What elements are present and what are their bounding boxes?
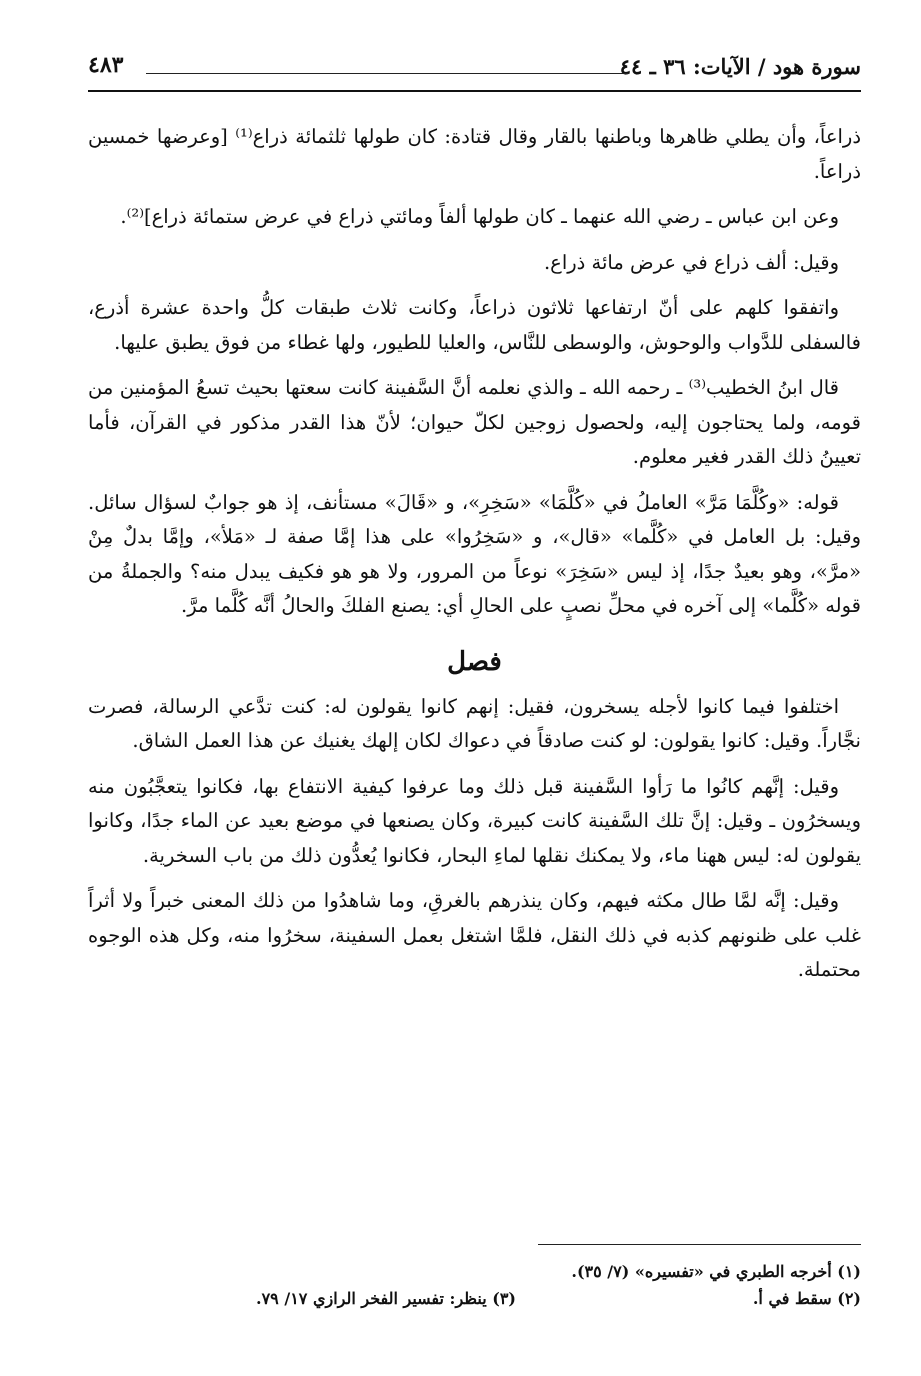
footnote-3: (٣) ينظر: تفسير الفخر الرازي ١٧/ ٧٩. bbox=[256, 1289, 516, 1308]
footnote-row-2 bbox=[88, 1285, 861, 1312]
section-paragraph-2: وقيل: إنَّهم كانُوا ما رَأوا السَّفينة قبل ذلك وما عرفوا كيفية الانتفاع بها، فكانوا يتعجَّبُون منه ويسخرُون ـ وقيل: إنَّ تلك السَّفينة كانت كبيرة، وكان يصنعها في موضع بعيد عن الماء جدًا، وكانوا يقولون له: ليس ههنا ماء، ولا يمكنك نقلها لماءِ البحار، فكانوا يُعدُّون ذلك من باب السخرية. bbox=[88, 774, 861, 867]
running-header bbox=[88, 46, 861, 90]
footnotes bbox=[88, 1258, 861, 1312]
page-number: ٤٨٣ bbox=[88, 52, 124, 78]
paragraph-5: قال ابنُ الخطيب⁽³⁾ ـ رحمه الله ـ والذي نعلمه أنَّ السَّفينة كانت سعتها بحيث تسعُ المؤمنين من قومه، ولما يحتاجون إليه، ولحصول زوجين لكلّ حيوان؛ لأنّ هذا القدر مذكور في القرآن، فأما تعيينُ ذلك القدر فغير معلوم. bbox=[88, 376, 861, 468]
section-paragraph-3: وقيل: إنَّه لمَّا طال مكثه فيهم، وكان ينذرهم بالغرقِ، وما شاهدُوا من ذلك المعنى خبراً ولا أثراً غلب على ظنونهم كذبه في ذلك النقل، فلمَّا اشتغل بعمل السفينة، سخرُوا منه، وكل هذه الوجوه محتملة. bbox=[88, 889, 861, 981]
footnote-rule bbox=[538, 1244, 861, 1245]
footnote-row-1 bbox=[88, 1258, 861, 1285]
header-line bbox=[146, 73, 629, 74]
paragraph-3: وقيل: ألف ذراع في عرض مائة ذراع. bbox=[543, 250, 839, 274]
paragraph-6: قوله: «وكُلَّمَا مَرَّ» العاملُ في «كُلَّمَا» «سَخِرِ»، و «قَالَ» مستأنف، إذ هو جوابٌ لسؤال سائل. وقيل: بل العامل في «كُلَّما» «قال»، و «سَخِرُوا» على هذا إمَّا صفة لـ «مَلأ»، وإمَّا بدلٌ مِنْ «مرَّ»، وهو بعيدٌ جدًا، إذ ليس «سَخِرَ» نوعاً من المرور، ولا هو هو فكيف يبدل منه؟ والجملةُ من قوله «كُلَّما» إلى آخره في محلِّ نصبٍ على الحالِ أي: يصنع الفلكَ والحالُ أنَّه كُلَّما مرَّ. bbox=[88, 490, 861, 617]
surah-verse-title: سورة هود / الآيات: ٣٦ ـ ٤٤ bbox=[619, 54, 861, 79]
paragraph-1: ذراعاً، وأن يطلي ظاهرها وباطنها بالقار وقال قتادة: كان طولها ثلثمائة ذراع⁽¹⁾ [وعرضها خمسين ذراعاً. bbox=[88, 125, 861, 183]
footnote-1: (١) أخرجه الطبري في «تفسيره» (٧/ ٣٥). bbox=[571, 1262, 861, 1281]
footnote-2: (٢) سقط في أ. bbox=[752, 1289, 861, 1308]
section-heading: فصل bbox=[447, 646, 502, 677]
main-text bbox=[88, 120, 861, 999]
section-paragraph-1: اختلفوا فيما كانوا لأجله يسخرون، فقيل: إنهم كانوا يقولون له: كنت تدَّعي الرسالة، فصرت نجَّاراً. وقيل: كانوا يقولون: لو كنت صادقاً في دعواك لكان إلهك يغنيك عن هذا العمل الشاق. bbox=[88, 694, 861, 752]
header-rule bbox=[88, 90, 861, 92]
paragraph-4: واتفقوا كلهم على أنّ ارتفاعها ثلاثون ذراعاً، وكانت ثلاث طبقات كلُّ واحدة عشرة أذرع، فالسفلى للدَّواب والوحوش، والوسطى للنَّاس، والعليا للطيور، ولها غطاء من فوق يطبق عليها. bbox=[88, 296, 861, 354]
paragraph-2: وعن ابن عباس ـ رضي الله عنهما ـ كان طولها ألفاً ومائتي ذراع في عرض ستمائة ذراع]⁽²⁾. bbox=[120, 205, 839, 228]
